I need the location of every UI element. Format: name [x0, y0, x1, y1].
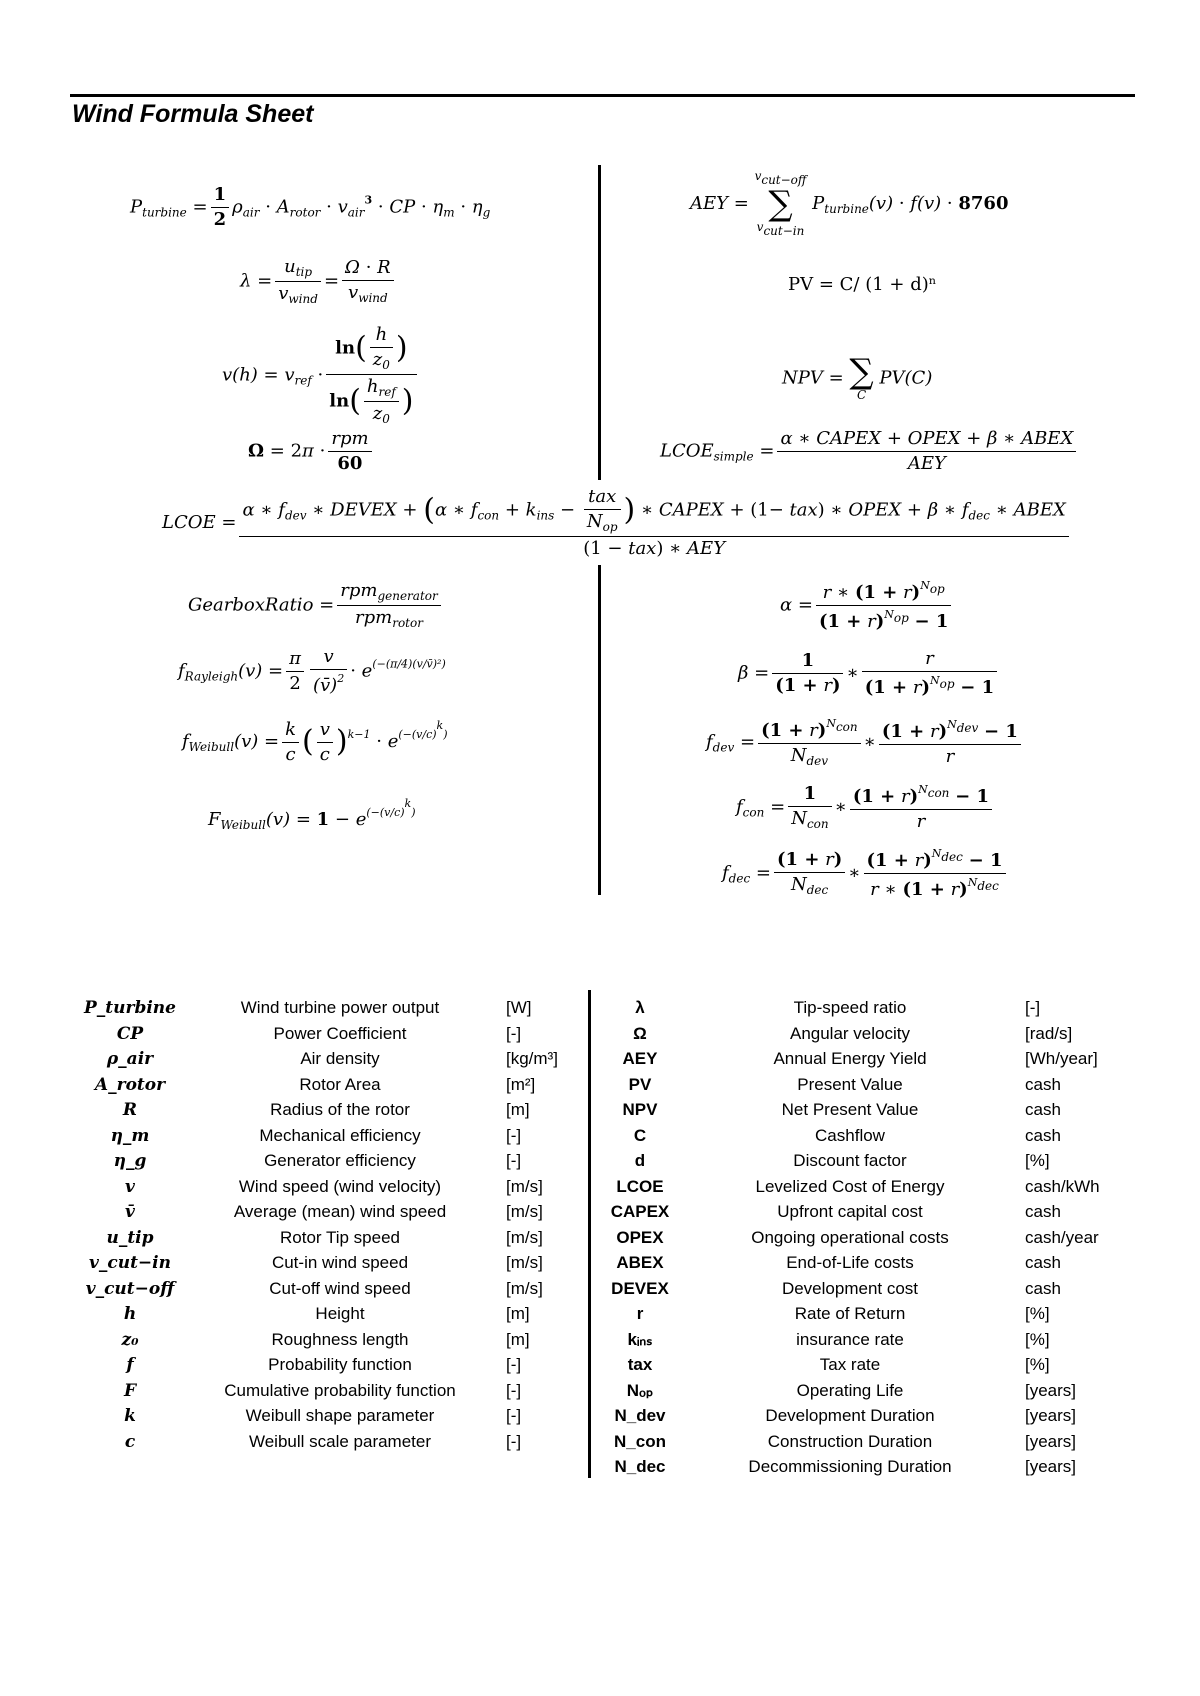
symbol: N_dec: [614, 1457, 666, 1476]
formula-weibull-cdf: $F_{Weibull}(v) = 1 - e^{(-(v/c)^k)}$: [208, 797, 416, 832]
formula-lcoe-simple: $LCOE_{simple}$ = $\frac{\text{α ∗ CAPEX + OPEX + β ∗ ABEX}}{\text{AEY}}$: [660, 430, 1079, 473]
unit: cash: [1025, 1074, 1061, 1094]
formula-f-dec: $f_{dec}$ = $\frac{(1 + r)}{N_{dec}}$ ∗ $\frac{(1 + r)^{N_{dec}} - 1}{r ∗ (1 + r)^{N_{dec}}}$: [722, 848, 1009, 899]
table-row: [0, 996, 1200, 1020]
formula-rayleigh: $f_{Rayleigh}(v)$ = $\frac{\pi}{2}$ $\frac{v}{(v̄)^2}$ · $e^{(-(\pi/4)(v/v̄)^2)}$: [178, 646, 446, 696]
description: Cut-in wind speed: [271, 1253, 409, 1272]
symbol: λ: [635, 998, 645, 1017]
description: Cashflow: [815, 1125, 885, 1145]
unit: [m/s]: [506, 1253, 543, 1272]
symbol: v_cut−in: [88, 1253, 171, 1273]
unit: [-]: [1025, 998, 1041, 1017]
formula-alpha: α = $\frac{r ∗ (1 + r)^{N_{op}}}{(1 + r)^{N_{op}} - 1}$: [780, 580, 954, 631]
symbol: η_m: [110, 1125, 150, 1146]
description: Tax rate: [819, 1355, 881, 1374]
description: Annual Energy Yield: [773, 1049, 927, 1068]
unit: [%]: [1025, 1151, 1050, 1170]
description: Height: [315, 1304, 365, 1323]
description: Rate of Return: [794, 1304, 906, 1323]
formula-wind-shear: $v(h) = v_{ref}$ · ln( $\frac{h}{z_0}$ ) ln( $\frac{h_{ref}}{z_0}$ ): [222, 326, 420, 425]
table-row: [0, 1328, 1200, 1352]
table-row: [0, 1430, 1200, 1454]
symbol: tax: [627, 1355, 653, 1374]
description: Net Present Value: [781, 1100, 919, 1119]
table-row: [0, 1379, 1200, 1403]
unit: [years]: [1025, 1406, 1077, 1425]
description: Cut-off wind speed: [269, 1278, 411, 1298]
unit: cash: [1025, 1125, 1061, 1145]
unit: [m]: [506, 1329, 530, 1349]
symbol: R: [122, 1100, 138, 1120]
table-row: [0, 1353, 1200, 1377]
symbol: v: [125, 1176, 135, 1197]
symbol: r: [636, 1304, 644, 1323]
formula-gearbox: GearboxRatio = $\frac{rpm_{generator}}{rpm_{rotor}}$: [188, 582, 444, 629]
description: Generator efficiency: [264, 1151, 416, 1170]
lower-divider: [598, 565, 601, 895]
symbol: η_g: [113, 1151, 147, 1171]
symbol: AEY: [622, 1049, 658, 1068]
top-rule: [70, 94, 1135, 97]
unit: cash: [1025, 1100, 1061, 1119]
unit: [%]: [1025, 1329, 1050, 1349]
description: Radius of the rotor: [270, 1100, 410, 1119]
formula-weibull-pdf: $f_{Weibull}(v)$ = $\frac{k}{c}$ ( $\frac{v}{c}$ )$^{k-1} \cdot e^{(-(v/c)^k)}$: [182, 718, 448, 765]
description: Decommissioning Duration: [748, 1457, 952, 1476]
formula-tip-speed-ratio: λ = $\frac{u_{tip}}{v_{wind}}$ = $\frac{\Omega \cdot R}{v_{wind}}$: [240, 258, 397, 305]
description: Air density: [300, 1049, 380, 1068]
table-row: [0, 1175, 1200, 1199]
table-row: [0, 1098, 1200, 1122]
symbol: kᵢₙₛ: [627, 1329, 653, 1349]
unit: [-]: [506, 1151, 522, 1170]
unit: [Wh/year]: [1025, 1049, 1098, 1068]
symbol: h: [123, 1304, 137, 1324]
unit: cash/year: [1025, 1227, 1099, 1247]
unit: [-]: [506, 1431, 522, 1451]
unit: cash/kWh: [1025, 1176, 1100, 1196]
table-row: [0, 1455, 1200, 1479]
description: Discount factor: [793, 1151, 907, 1170]
description: Cumulative probability function: [224, 1380, 456, 1400]
symbol: v_cut−off: [85, 1278, 175, 1299]
symbol: OPEX: [616, 1227, 664, 1247]
unit: [years]: [1025, 1431, 1077, 1451]
unit: [%]: [1025, 1304, 1050, 1323]
unit: [m]: [506, 1304, 530, 1323]
symbol: ρ_air: [106, 1049, 154, 1069]
table-row: [0, 1302, 1200, 1326]
formula-beta: β = $\frac{1}{(1 + r)}$ ∗ $\frac{r}{(1 + r)^{N_{op}} - 1}$: [738, 650, 1000, 697]
symbol: Nₒₚ: [626, 1380, 654, 1400]
symbol: z₀: [121, 1329, 139, 1350]
table-row: [0, 1149, 1200, 1173]
symbol: LCOE: [616, 1176, 664, 1196]
symbol: ABEX: [616, 1253, 664, 1272]
description: Roughness length: [271, 1329, 409, 1349]
symbol: CP: [116, 1023, 144, 1044]
unit: [years]: [1025, 1457, 1077, 1476]
unit: [-]: [506, 1406, 522, 1425]
upper-divider: [598, 165, 601, 480]
symbol: F: [123, 1380, 137, 1401]
table-row: [0, 1226, 1200, 1250]
table-row: [0, 1277, 1200, 1301]
table-row: [0, 1022, 1200, 1046]
symbol: PV: [628, 1074, 652, 1094]
unit: [m/s]: [506, 1202, 543, 1221]
page-title: Wind Formula Sheet: [72, 100, 314, 128]
description: Construction Duration: [767, 1431, 933, 1451]
description: Rotor Tip speed: [279, 1227, 400, 1247]
description: Tip-speed ratio: [793, 998, 907, 1017]
table-row: [0, 1200, 1200, 1224]
description: End-of-Life costs: [786, 1253, 914, 1272]
formula-power: $P_{turbine}$ = $\frac{1}{2}$ $\rho_{air} \cdot A_{rotor} \cdot v_{air}^3$ · CP · $\eta_m \cdot \eta_g$: [130, 184, 491, 230]
description: Wind turbine power output: [240, 998, 440, 1017]
unit: [kg/m³]: [506, 1049, 558, 1068]
symbol: C: [633, 1125, 647, 1145]
symbol: d: [634, 1151, 646, 1170]
description: insurance rate: [796, 1329, 904, 1349]
formula-pv: PV = C/ (1 + d)ⁿ: [788, 274, 937, 295]
description: Development cost: [781, 1278, 919, 1298]
formula-lcoe: LCOE = α ∗ $f_{dev}$ ∗ DEVEX + (α ∗ $f_{con} + k_{ins}$ − $\frac{\text{tax}}{N_{op}}$ ) ∗ CAPEX + (1− tax) ∗ OPEX + β ∗ $f_{dec}$ ∗ ABEX (1 − tax) ∗ AEY: [162, 488, 1072, 558]
description: Average (mean) wind speed: [233, 1202, 447, 1221]
symbol: CAPEX: [610, 1202, 670, 1221]
description: Probability function: [268, 1355, 412, 1374]
unit: [m]: [506, 1100, 530, 1119]
unit: [m²]: [506, 1074, 536, 1094]
description: Weibull scale parameter: [248, 1431, 432, 1451]
unit: cash: [1025, 1278, 1061, 1298]
symbol: u_tip: [106, 1227, 154, 1248]
table-row: [0, 1047, 1200, 1071]
unit: cash: [1025, 1253, 1061, 1272]
symbol: c: [124, 1431, 136, 1452]
description: Levelized Cost of Energy: [755, 1176, 945, 1196]
unit: [-]: [506, 1355, 522, 1374]
formula-f-dev: $f_{dev}$ = $\frac{(1 + r)^{N_{con}}}{N_{dev}}$ ∗ $\frac{(1 + r)^{N_{dev}} - 1}{r}$: [706, 718, 1024, 767]
symbol: P_turbine: [84, 998, 176, 1018]
formula-f-con: $f_{con}$ = $\frac{1}{N_{con}}$ ∗ $\frac{(1 + r)^{N_{con}} - 1}{r}$: [736, 784, 995, 831]
unit: [years]: [1025, 1380, 1077, 1400]
symbol: NPV: [622, 1100, 658, 1119]
formula-npv: NPV = ∑ C PV(C): [782, 352, 933, 402]
symbol: A_rotor: [94, 1074, 166, 1095]
description: Power Coefficient: [273, 1023, 407, 1043]
description: Wind speed (wind velocity): [238, 1176, 442, 1196]
unit: [m/s]: [506, 1176, 543, 1196]
unit: [rad/s]: [1025, 1023, 1073, 1043]
unit: [-]: [506, 1023, 522, 1043]
unit: [W]: [506, 998, 532, 1017]
formula-angular-velocity: Ω = 2π · $\frac{\text{rpm}}{60}$: [248, 430, 375, 473]
description: Mechanical efficiency: [259, 1125, 421, 1145]
symbol: N_con: [614, 1431, 666, 1451]
description: Ongoing operational costs: [751, 1227, 949, 1247]
unit: [-]: [506, 1125, 522, 1145]
description: Development Duration: [765, 1406, 935, 1425]
description: Weibull shape parameter: [245, 1406, 435, 1425]
unit: [-]: [506, 1380, 522, 1400]
symbol: Ω: [633, 1023, 647, 1043]
unit: [%]: [1025, 1355, 1050, 1374]
symbol: DEVEX: [611, 1278, 669, 1298]
unit: [m/s]: [506, 1227, 543, 1247]
description: Present Value: [797, 1074, 903, 1094]
formula-aey: AEY = $v_{cut-off}$ ∑ $v_{cut-in}$ $P_{turbine}(v) \cdot f(v) \cdot 8760$: [690, 169, 1009, 239]
table-row: [0, 1124, 1200, 1148]
description: Operating Life: [796, 1380, 904, 1400]
description: Rotor Area: [299, 1074, 381, 1094]
symbol: k: [124, 1406, 136, 1426]
table-row: [0, 1404, 1200, 1428]
table-row: [0, 1073, 1200, 1097]
unit: [m/s]: [506, 1278, 543, 1298]
description: Upfront capital cost: [777, 1202, 923, 1221]
symbol: f: [126, 1355, 134, 1375]
table-row: [0, 1251, 1200, 1275]
description: Angular velocity: [789, 1023, 910, 1043]
symbol: v̄: [125, 1202, 135, 1222]
symbol: N_dev: [614, 1406, 666, 1425]
unit: cash: [1025, 1202, 1061, 1221]
